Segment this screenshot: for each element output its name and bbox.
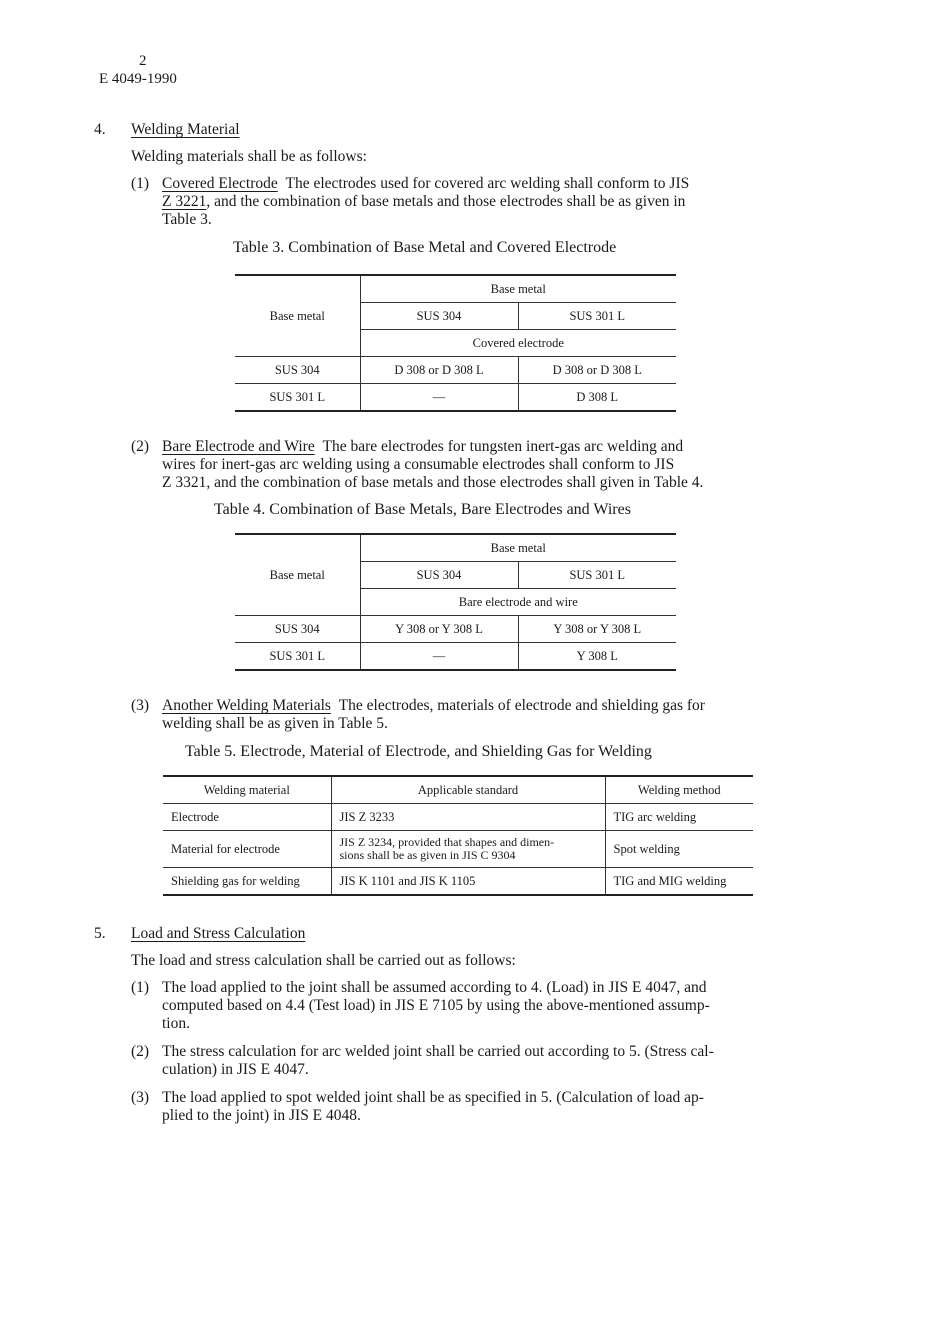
table-4-col-2: SUS 301 L — [518, 562, 676, 589]
table-4-col-1: SUS 304 — [360, 562, 518, 589]
item-3-text-1: The electrodes, materials of electrode and shielding gas for — [338, 697, 705, 714]
table-4-row-2-c2: Y 308 L — [518, 643, 676, 671]
sec5-item-3-line-2: plied to the joint) in JIS E 4048. — [162, 1107, 361, 1124]
sec5-item-3-number: (3) — [131, 1089, 150, 1106]
section-5-intro: The load and stress calculation shall be carried out as follows: — [131, 952, 516, 969]
table-5-header-standard: Applicable standard — [331, 776, 605, 804]
item-1-text-2: , and the combination of base metals and those electrodes shall be as given in — [206, 193, 686, 210]
item-1-ref: Z 3221 — [162, 193, 207, 210]
table-3-col-2: SUS 301 L — [518, 303, 676, 330]
sec5-item-2-line-1: The stress calculation for arc welded joint shall be carried out according to 5. (Stress cal- — [162, 1043, 714, 1060]
item-3-line-2: welding shall be as given in Table 5. — [162, 715, 388, 732]
table-row — [235, 643, 676, 671]
table-4-row-header: Base metal — [235, 534, 360, 616]
document-id: E 4049-1990 — [99, 71, 177, 87]
table-5-row-2-standard-line-1: JIS Z 3234, provided that shapes and dimen- — [339, 835, 555, 849]
table-5-row-2-material: Material for electrode — [163, 831, 331, 868]
table-row — [235, 357, 676, 384]
table-5-row-3-standard: JIS K 1101 and JIS K 1105 — [331, 868, 605, 896]
table-3-row-2-c2: D 308 L — [518, 384, 676, 412]
table-3-sub-group: Covered electrode — [360, 330, 676, 357]
item-1-title: Covered Electrode — [162, 175, 278, 192]
table-4 — [235, 533, 676, 671]
table-5-caption: Table 5. Electrode, Material of Electrode, and Shielding Gas for Welding — [185, 743, 652, 760]
table-3 — [235, 274, 676, 412]
table-row — [163, 804, 753, 831]
item-1-line-3: Table 3. — [162, 211, 212, 228]
table-5-row-1-standard: JIS Z 3233 — [331, 804, 605, 831]
table-3-row-2-label: SUS 301 L — [235, 384, 360, 412]
item-2-line-1 — [162, 438, 683, 456]
table-5-row-3-method: TIG and MIG welding — [605, 868, 753, 896]
table-3-row-2-c1: — — [360, 384, 518, 412]
section-5-number: 5. — [94, 925, 106, 942]
table-3-col-1: SUS 304 — [360, 303, 518, 330]
item-1-line-1 — [162, 175, 689, 193]
table-row — [163, 868, 753, 896]
item-2-line-2: wires for inert-gas arc welding using a consumable electrodes shall conform to JIS — [162, 456, 675, 473]
table-3-row-1-c2: D 308 or D 308 L — [518, 357, 676, 384]
table-4-row-2-c1: — — [360, 643, 518, 671]
section-4-number: 4. — [94, 121, 106, 138]
table-row — [235, 616, 676, 643]
item-2-line-3: Z 3321, and the combination of base metals and those electrodes shall given in Table 4. — [162, 474, 704, 491]
item-3-number: (3) — [131, 697, 150, 714]
table-5-header-material: Welding material — [163, 776, 331, 804]
sec5-item-3-line-1: The load applied to spot welded joint shall be as specified in 5. (Calculation of load ap- — [162, 1089, 704, 1106]
table-5-row-2-standard — [331, 831, 605, 868]
section-4-title: Welding Material — [131, 121, 240, 138]
table-4-row-2-label: SUS 301 L — [235, 643, 360, 671]
table-4-col-group: Base metal — [360, 534, 676, 562]
item-1-number: (1) — [131, 175, 150, 192]
sec5-item-1-line-3: tion. — [162, 1015, 190, 1032]
table-5-row-1-material: Electrode — [163, 804, 331, 831]
item-3-title: Another Welding Materials — [162, 697, 331, 714]
sec5-item-1-number: (1) — [131, 979, 150, 996]
table-4-row-1-c2: Y 308 or Y 308 L — [518, 616, 676, 643]
item-1-text-1: The electrodes used for covered arc welding shall conform to JIS — [285, 175, 690, 192]
table-3-col-group: Base metal — [360, 275, 676, 303]
section-5-title: Load and Stress Calculation — [131, 925, 306, 942]
table-row — [235, 384, 676, 412]
item-1-line-2 — [162, 193, 685, 211]
table-4-caption: Table 4. Combination of Base Metals, Bare Electrodes and Wires — [214, 501, 631, 518]
table-5-row-3-material: Shielding gas for welding — [163, 868, 331, 896]
sec5-item-1-line-2: computed based on 4.4 (Test load) in JIS E 7105 by using the above-mentioned assump- — [162, 997, 710, 1014]
table-3-row-1-c1: D 308 or D 308 L — [360, 357, 518, 384]
item-2-text-1: The bare electrodes for tungsten inert-gas arc welding and — [322, 438, 684, 455]
table-4-row-1-label: SUS 304 — [235, 616, 360, 643]
table-row — [163, 831, 753, 868]
item-3-line-1 — [162, 697, 705, 715]
table-4-sub-group: Bare electrode and wire — [360, 589, 676, 616]
table-5-row-2-method: Spot welding — [605, 831, 753, 868]
table-3-row-header: Base metal — [235, 275, 360, 357]
page-number: 2 — [139, 53, 147, 69]
table-5-header-method: Welding method — [605, 776, 753, 804]
table-4-row-1-c1: Y 308 or Y 308 L — [360, 616, 518, 643]
sec5-item-2-line-2: culation) in JIS E 4047. — [162, 1061, 309, 1078]
item-2-title: Bare Electrode and Wire — [162, 438, 315, 455]
item-2-number: (2) — [131, 438, 150, 455]
table-5-row-2-standard-line-2: sions shall be as given in JIS C 9304 — [339, 848, 516, 862]
table-5-row-1-method: TIG arc welding — [605, 804, 753, 831]
table-3-row-1-label: SUS 304 — [235, 357, 360, 384]
table-3-caption: Table 3. Combination of Base Metal and Covered Electrode — [233, 239, 617, 256]
table-5 — [163, 775, 753, 896]
sec5-item-2-number: (2) — [131, 1043, 150, 1060]
sec5-item-1-line-1: The load applied to the joint shall be assumed according to 4. (Load) in JIS E 4047, and — [162, 979, 707, 996]
section-4-intro: Welding materials shall be as follows: — [131, 148, 367, 165]
